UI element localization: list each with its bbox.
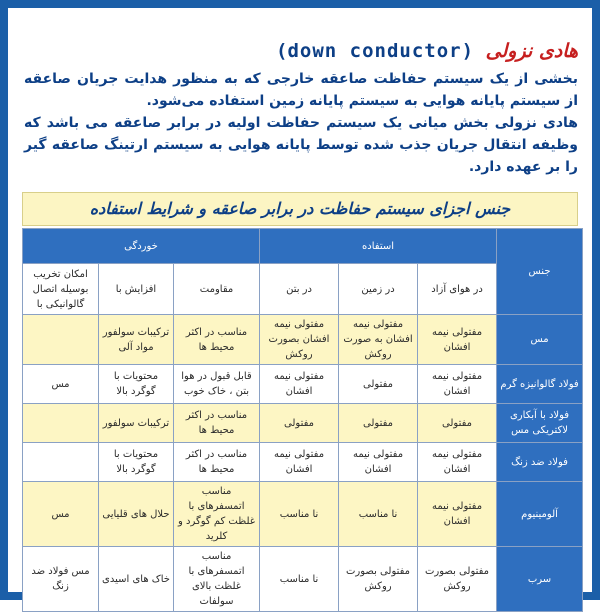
cell-material: سرب (497, 547, 583, 612)
cell-galvanic: مس (23, 482, 99, 547)
cell-increase: محتویات با گوگرد بالا (99, 365, 174, 404)
page-title (24, 38, 578, 64)
cell-air: مفتولی بصورت روکش (418, 547, 497, 612)
cell-increase: حلال های قلیایی (99, 482, 174, 547)
sub-galvanic: امکان تخریب بوسیله اتصال گالوانیکی با (23, 264, 99, 315)
cell-air: مفتولی نیمه افشان (418, 365, 497, 404)
cell-air: مفتولی نیمه افشان (418, 443, 497, 482)
cell-concrete: مفتولی نیمه افشان (260, 365, 339, 404)
table-header-row (23, 229, 583, 264)
cell-ground: نا مناسب (339, 482, 418, 547)
cell-concrete: نا مناسب (260, 547, 339, 612)
cell-galvanic: مس (23, 365, 99, 404)
materials-table (22, 228, 583, 612)
cell-increase: خاک های اسیدی (99, 547, 174, 612)
table-row (23, 315, 583, 365)
cell-concrete: مفتولی نیمه افشان (260, 443, 339, 482)
cell-galvanic (23, 315, 99, 365)
sub-concrete: در بتن (260, 264, 339, 315)
cell-material: فولاد گالوانیزه گرم (497, 365, 583, 404)
cell-concrete: نا مناسب (260, 482, 339, 547)
sub-air: در هوای آزاد (418, 264, 497, 315)
sub-resistance: مقاومت (174, 264, 260, 315)
cell-galvanic (23, 443, 99, 482)
intro-section (10, 10, 590, 178)
col-material: جنس (497, 229, 583, 315)
cell-concrete: مفتولی نیمه افشان بصورت روکش (260, 315, 339, 365)
cell-material: فولاد با آبکاری لاکتریکی مس (497, 404, 583, 443)
title-english: (down conductor) (275, 40, 474, 62)
cell-resistance: قابل قبول در هوا بتن ، خاک خوب (174, 365, 260, 404)
title-persian: هادی نزولی (485, 40, 578, 62)
cell-ground: مفتولی نیمه افشان به صورت روکش (339, 315, 418, 365)
cell-resistance: مناسب اتمسفرهای با غلظت کم گوگرد و کلرید (174, 482, 260, 547)
cell-concrete: مفتولی (260, 404, 339, 443)
content-area (8, 8, 592, 607)
table-caption: جنس اجزای سیستم حفاظت در برابر صاعقه و شرایط استفاده (22, 192, 578, 226)
cell-resistance: مناسب در اکثر محیط ها (174, 443, 260, 482)
definition-paragraph: بخشی از یک سیستم حفاظت صاعقه خارجی که به منظور هدایت جریان صاعقه از سیستم پایانه هوایی به سیستم پایانه زمین استفاده می‌شود. (24, 71, 578, 109)
cell-galvanic (23, 404, 99, 443)
cell-air: مفتولی نیمه افشان (418, 315, 497, 365)
cell-material: آلومینیوم (497, 482, 583, 547)
group-corrosion: خوردگی (23, 229, 260, 264)
cell-air: مفتولی نیمه افشان (418, 482, 497, 547)
cell-ground: مفتولی (339, 365, 418, 404)
cell-increase: ترکیبات سولفور مواد آلی (99, 315, 174, 365)
table-row (23, 404, 583, 443)
table-row (23, 365, 583, 404)
cell-material: مس (497, 315, 583, 365)
table-row (23, 482, 583, 547)
cell-increase: ترکیبات سولفور (99, 404, 174, 443)
cell-ground: مفتولی بصورت روکش (339, 547, 418, 612)
sub-increase: افزایش با (99, 264, 174, 315)
cell-resistance: مناسب در اکثر محیط ها (174, 404, 260, 443)
cell-ground: مفتولی (339, 404, 418, 443)
cell-ground: مفتولی نیمه افشان (339, 443, 418, 482)
cell-material: فولاد ضد زنگ (497, 443, 583, 482)
cell-resistance: مناسب در اکثر محیط ها (174, 315, 260, 365)
table-row (23, 443, 583, 482)
group-usage: استفاده (260, 229, 497, 264)
cell-galvanic: مس فولاد ضد زنگ (23, 547, 99, 612)
description-paragraph: هادی نزولی بخش میانی یک سیستم حفاظت اولیه در برابر صاعقه می باشد که وظیفه انتقال جریان جذب شده توسط پایانه هوایی به سیستم ارتینگ صاعقه گیر را بر عهده دارد. (24, 115, 578, 175)
sub-ground: در زمین (339, 264, 418, 315)
cell-increase: محتویات با گوگرد بالا (99, 443, 174, 482)
cell-air: مفتولی (418, 404, 497, 443)
cell-resistance: مناسب اتمسفرهای با غلظت بالای سولفات (174, 547, 260, 612)
table-row (23, 547, 583, 612)
